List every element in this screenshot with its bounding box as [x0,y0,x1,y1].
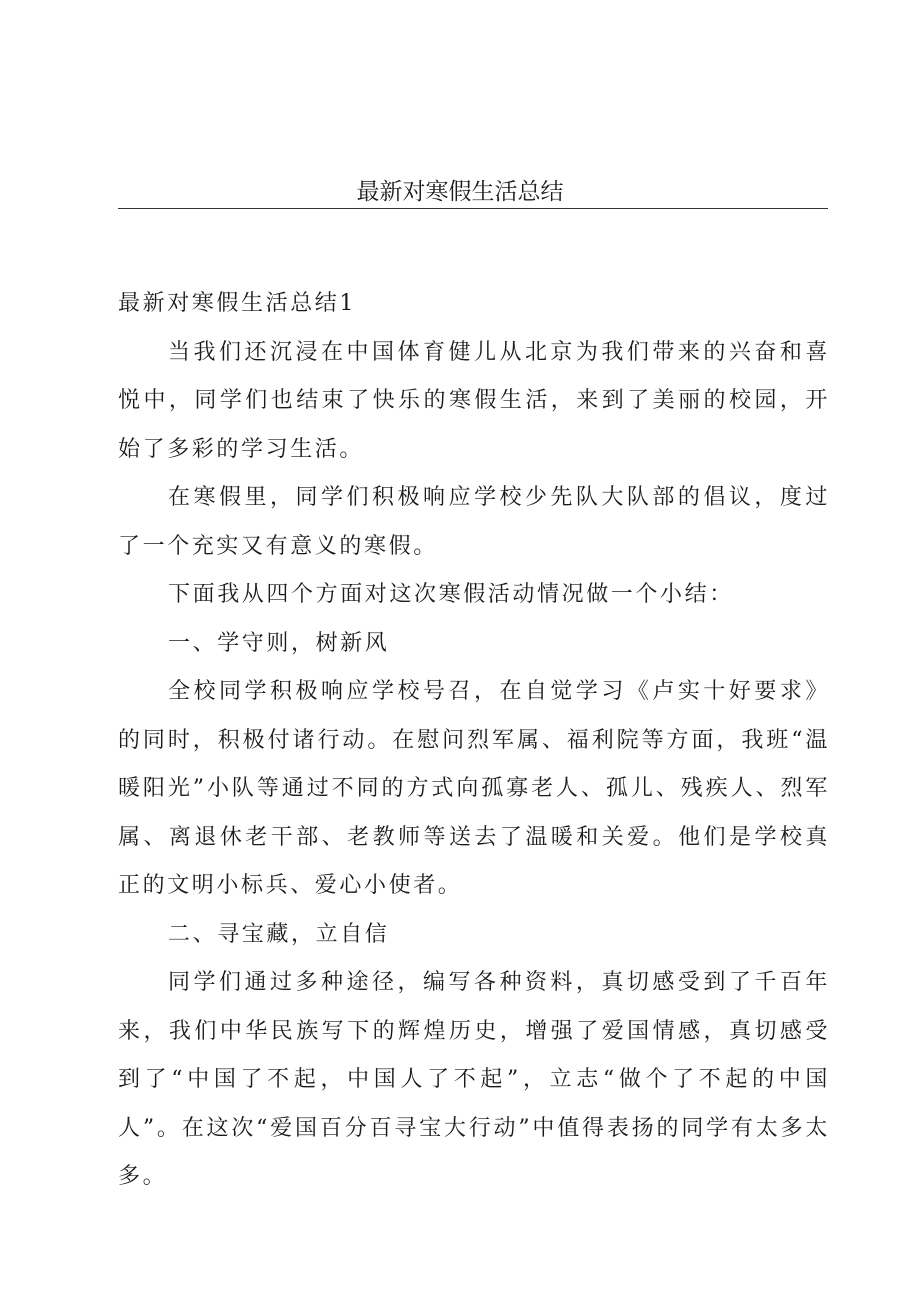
section-heading: 最新对寒假生活总结1 [118,291,356,316]
document-title: 最新对寒假生活总结 [356,179,564,205]
paragraph: 在寒假里，同学们积极响应学校少先队大队部的倡议，度过了一个充实又有意义的寒假。 [118,485,830,559]
paragraph: 下面我从四个方面对这次寒假活动情况做一个小结： [168,582,734,607]
document-body [118,280,830,1202]
subsection-heading: 二、寻宝藏，立自信 [168,921,390,947]
subsection-heading: 一、学守则，树新风 [168,630,390,656]
title-underline [118,208,828,209]
paragraph: 当我们还沉浸在中国体育健儿从北京为我们带来的兴奋和喜悦中，同学们也结束了快乐的寒假生活，来到了美丽的校园，开始了多彩的学习生活。 [118,339,830,462]
paragraph: 同学们通过多种途径，编写各种资料，真切感受到了千百年来，我们中华民族写下的辉煌历史，增强了爱国情感，真切感受到了“中国了不起，中国人了不起”，立志“做个了不起的中国人”。在这次“爱国百分百寻宝大行动”中值得表扬的同学有太多太多。 [118,970,830,1189]
paragraph: 全校同学积极响应学校号召，在自觉学习《卢实十好要求》的同时，积极付诸行动。在慰问烈军属、福利院等方面，我班“温暖阳光”小队等通过不同的方式向孤寡老人、孤儿、残疾人、烈军属、离退休老干部、老教师等送去了温暖和关爱。他们是学校真正的文明小标兵、爱心小使者。 [118,679,830,898]
